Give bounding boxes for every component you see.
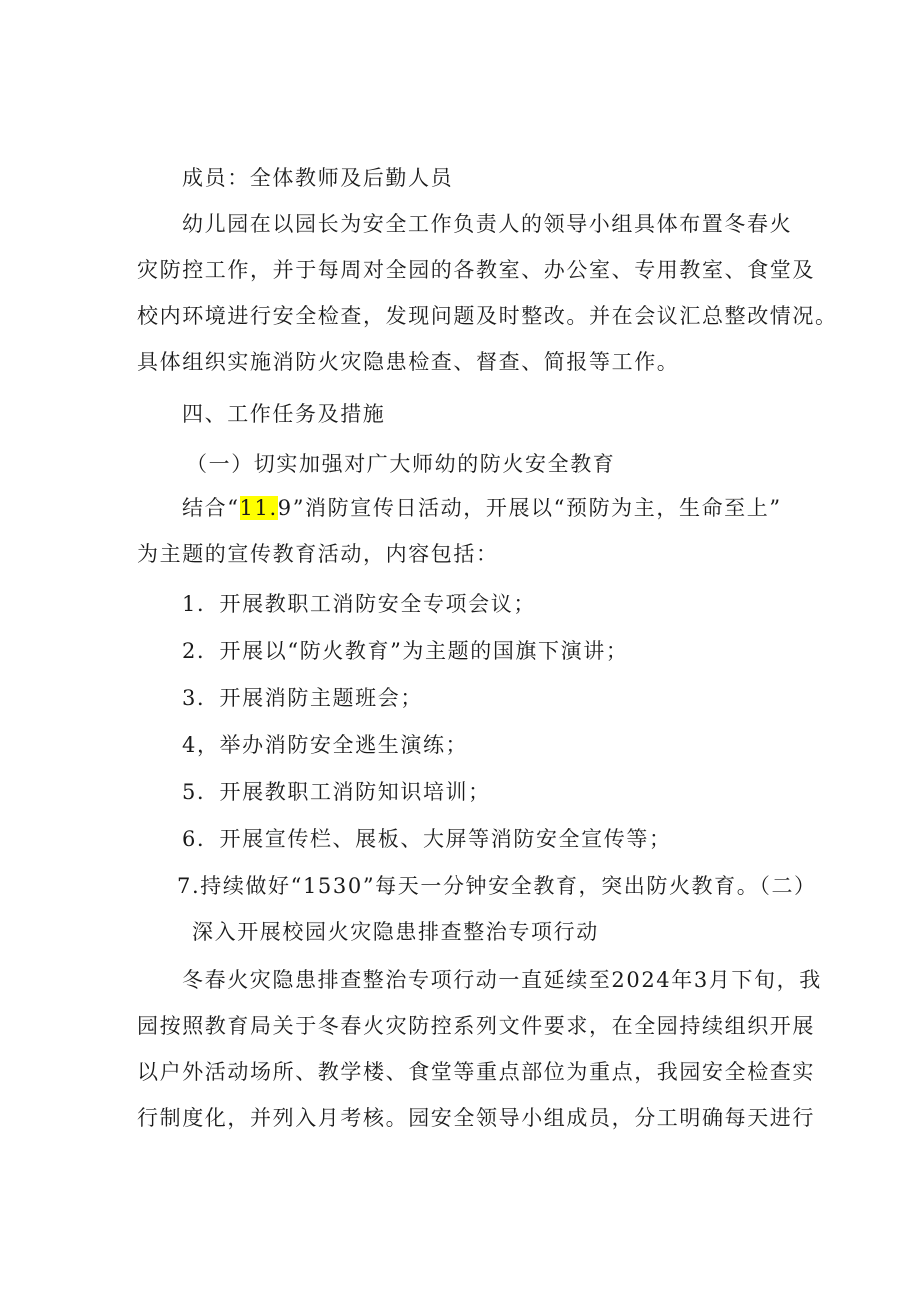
list-item: 7.持续做好“1530”每天一分钟安全教育，突出防火教育。（二） bbox=[177, 874, 817, 898]
list-item: 5．开展教职工消防知识培训； bbox=[182, 780, 491, 804]
paragraph-line bbox=[182, 494, 782, 522]
paragraph-line: 行制度化，并列入月考核。园安全领导小组成员，分工明确每天进行 bbox=[137, 1106, 815, 1130]
text-segment: 9”消防宣传日活动，开展以“预防为主，生命至上” bbox=[277, 496, 782, 520]
paragraph-line: 冬春火灾隐患排查整治专项行动一直延续至2024年3月下旬，我 bbox=[182, 968, 822, 992]
members-line: 成员：全体教师及后勤人员 bbox=[182, 166, 454, 190]
paragraph-line: 以户外活动场所、教学楼、食堂等重点部位为重点，我园安全检查实 bbox=[137, 1060, 815, 1084]
list-item: 2．开展以“防火教育”为主题的国旗下演讲； bbox=[182, 639, 629, 663]
paragraph-line: 灾防控工作，并于每周对全园的各教室、办公室、专用教室、食堂及 bbox=[137, 258, 815, 282]
list-item: 1．开展教职工消防安全专项会议； bbox=[182, 592, 536, 616]
paragraph-line: 具体组织实施消防火灾隐患检查、督查、简报等工作。 bbox=[137, 350, 680, 374]
text-segment: 结合“ bbox=[182, 496, 240, 520]
paragraph-line: 园按照教育局关于冬春火灾防控系列文件要求，在全园持续组织开展 bbox=[137, 1014, 815, 1038]
subsection-heading: 深入开展校园火灾隐患排查整治专项行动 bbox=[192, 920, 599, 944]
list-item: 4，举办消防安全逃生演练； bbox=[182, 733, 469, 757]
section-heading: 四、工作任务及措施 bbox=[182, 402, 386, 426]
paragraph-line: 幼儿园在以园长为安全工作负责人的领导小组具体布置冬春火 bbox=[182, 212, 793, 236]
list-item: 6．开展宣传栏、展板、大屏等消防安全宣传等； bbox=[182, 827, 672, 851]
paragraph-line: 为主题的宣传教育活动，内容包括： bbox=[137, 542, 499, 566]
highlighted-text: 11. bbox=[239, 496, 278, 520]
subsection-heading: （一）切实加强对广大师幼的防火安全教育 bbox=[186, 452, 616, 476]
list-item: 3．开展消防主题班会； bbox=[182, 686, 423, 710]
paragraph-line: 校内环境进行安全检查，发现问题及时整改。并在会议汇总整改情况。 bbox=[137, 304, 838, 328]
